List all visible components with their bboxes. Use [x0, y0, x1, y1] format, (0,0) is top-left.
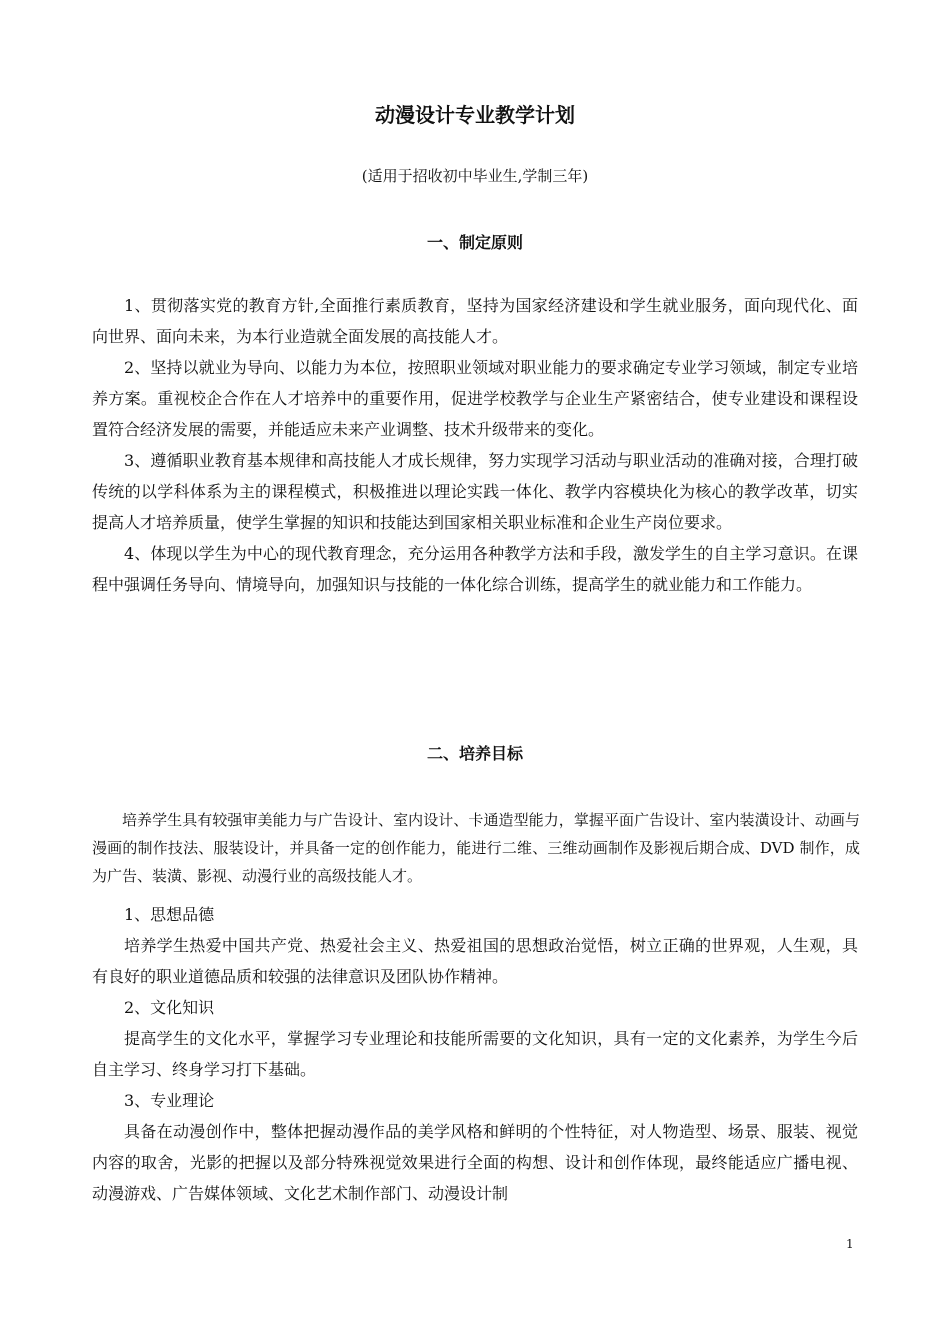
goal-paragraph-culture: 提高学生的文化水平，掌握学习专业理论和技能所需要的文化知识，具有一定的文化素养，为学生今后自主学习、终身学习打下基础。: [92, 1029, 858, 1079]
goal-paragraph-ideology: 培养学生热爱中国共产党、热爱社会主义、热爱祖国的思想政治觉悟，树立正确的世界观，人生观，具有良好的职业道德品质和较强的法律意识及团队协作精神。: [92, 936, 858, 986]
goals-intro-paragraph: 培养学生具有较强审美能力与广告设计、室内设计、卡通造型能力，掌握平面广告设计、室内装潢设计、动画与漫画的制作技法、服装设计，并具备一定的创作能力，能进行二维、三维动画制作及影视后期合成、DVD 制作，成为广告、装潢、影视、动漫行业的高级技能人才。: [92, 811, 860, 885]
principle-paragraph: 1、贯彻落实党的教育方针,全面推行素质教育，坚持为国家经济建设和学生就业服务，面向现代化、面向世界、面向未来，为本行业造就全面发展的高技能人才。: [92, 296, 858, 346]
goal-subheading-culture: 2、文化知识: [124, 998, 215, 1017]
document-title: 动漫设计专业教学计划: [375, 103, 575, 127]
principle-paragraph: 2、坚持以就业为导向、以能力为本位，按照职业领域对职业能力的要求确定专业学习领域，制定专业培养方案。重视校企合作在人才培养中的重要作用，促进学校教学与企业生产紧密结合，使专业建设和课程设置符合经济发展的需要，并能适应未来产业调整、技术升级带来的变化。: [92, 358, 858, 439]
principle-paragraph: 4、体现以学生为中心的现代教育理念，充分运用各种教学方法和手段，激发学生的自主学习意识。在课程中强调任务导向、情境导向，加强知识与技能的一体化综合训练，提高学生的就业能力和工作能力。: [92, 544, 858, 594]
section-heading-principles: 一、制定原则: [426, 233, 523, 252]
goal-subheading-theory: 3、专业理论: [124, 1091, 215, 1110]
goals-body: [92, 899, 858, 1209]
document-subtitle: (适用于招收初中毕业生,学制三年): [361, 167, 589, 185]
principle-paragraph: 3、遵循职业教育基本规律和高技能人才成长规律，努力实现学习活动与职业活动的准确对接，合理打破传统的以学科体系为主的课程模式，积极推进以理论实践一体化、教学内容模块化为核心的教学改革，切实提高人才培养质量，使学生掌握的知识和技能达到国家相关职业标准和企业生产岗位要求。: [92, 451, 858, 532]
principles-body: [92, 290, 858, 600]
section-heading-goals: 二、培养目标: [426, 744, 523, 763]
goal-paragraph-theory: 具备在动漫创作中，整体把握动漫作品的美学风格和鲜明的个性特征，对人物造型、场景、服装、视觉内容的取舍，光影的把握以及部分特殊视觉效果进行全面的构想、设计和创作体现，最终能适应广播电视、动漫游戏、广告媒体领域、文化艺术制作部门、动漫设计制: [92, 1122, 858, 1203]
page-number: 1: [846, 1237, 854, 1251]
goal-subheading-ideology: 1、思想品德: [124, 905, 215, 924]
